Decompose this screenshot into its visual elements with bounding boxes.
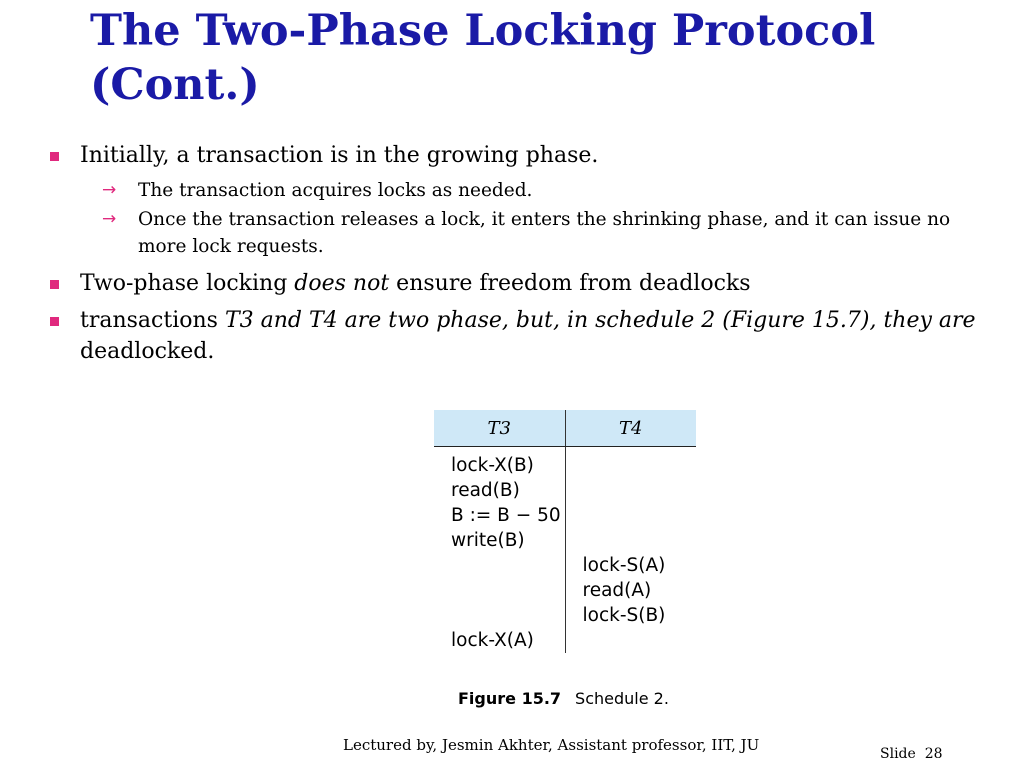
bullet-item <box>46 140 996 171</box>
operation-line: read(A) <box>582 580 652 601</box>
slide-title <box>90 4 1010 112</box>
t4-column <box>565 447 696 654</box>
operation-line: lock-X(A) <box>451 630 534 651</box>
operation-line: lock-X(B) <box>451 455 534 476</box>
row-spacer <box>583 478 697 503</box>
figure-caption <box>458 689 669 708</box>
slide-number <box>880 746 943 762</box>
operation-line: lock-S(A) <box>582 555 666 576</box>
bullet-text: Initially, a transaction is in the growing phase. <box>80 143 599 168</box>
row-spacer <box>583 503 697 528</box>
t3-column <box>434 447 565 654</box>
bullet-item <box>46 305 996 367</box>
table-row <box>434 447 696 654</box>
row-spacer <box>451 553 565 578</box>
arrow-bullet-icon: → <box>102 209 117 229</box>
bullet-text-emphasis: T3 and T4 are two phase, but, in schedule 2 (Figure 15.7), they are <box>224 308 976 333</box>
slide-number-value: 28 <box>924 746 943 762</box>
sub-bullet-text: Once the transaction releases a lock, it enters the shrinking phase, and it can issue no more lock requests. <box>138 209 951 257</box>
figure-caption-text: Schedule 2. <box>575 689 669 708</box>
row-spacer <box>583 528 697 553</box>
bullet-text-emphasis: does not <box>294 271 390 296</box>
bullet-text-pre: transactions <box>80 308 225 333</box>
table-header-row <box>434 410 696 447</box>
slide-title-line2: (Cont.) <box>90 60 260 110</box>
bullet-item <box>46 268 996 299</box>
operation-line: read(B) <box>451 480 520 501</box>
column-header-t3: T3 <box>434 410 565 447</box>
sub-bullet-list <box>46 177 996 260</box>
operation-line: write(B) <box>451 530 525 551</box>
bullet-text-post: ensure freedom from deadlocks <box>389 271 751 296</box>
slide-number-label: Slide <box>880 746 916 762</box>
column-header-t4: T4 <box>565 410 696 447</box>
row-spacer <box>583 453 697 478</box>
bullet-text-pre: Two-phase locking <box>80 271 295 296</box>
schedule-figure <box>434 410 696 653</box>
square-bullet-icon <box>50 317 59 326</box>
operation-line: lock-S(B) <box>582 605 666 626</box>
sub-bullet-item <box>46 177 996 204</box>
sub-bullet-item <box>46 206 996 260</box>
operation-line: B := B − 50 <box>451 505 561 526</box>
row-spacer <box>451 603 565 628</box>
sub-bullet-text: The transaction acquires locks as needed. <box>138 180 533 201</box>
bullet-list <box>46 140 996 373</box>
square-bullet-icon <box>50 152 59 161</box>
schedule-table <box>434 410 696 653</box>
arrow-bullet-icon: → <box>102 180 117 200</box>
square-bullet-icon <box>50 280 59 289</box>
row-spacer <box>451 578 565 603</box>
footer-credit: Lectured by, Jesmin Akhter, Assistant professor, IIT, JU <box>343 736 760 754</box>
figure-caption-label: Figure 15.7 <box>458 689 562 708</box>
slide-title-line1: The Two-Phase Locking Protocol <box>90 6 876 56</box>
bullet-text-post: deadlocked. <box>80 339 215 364</box>
